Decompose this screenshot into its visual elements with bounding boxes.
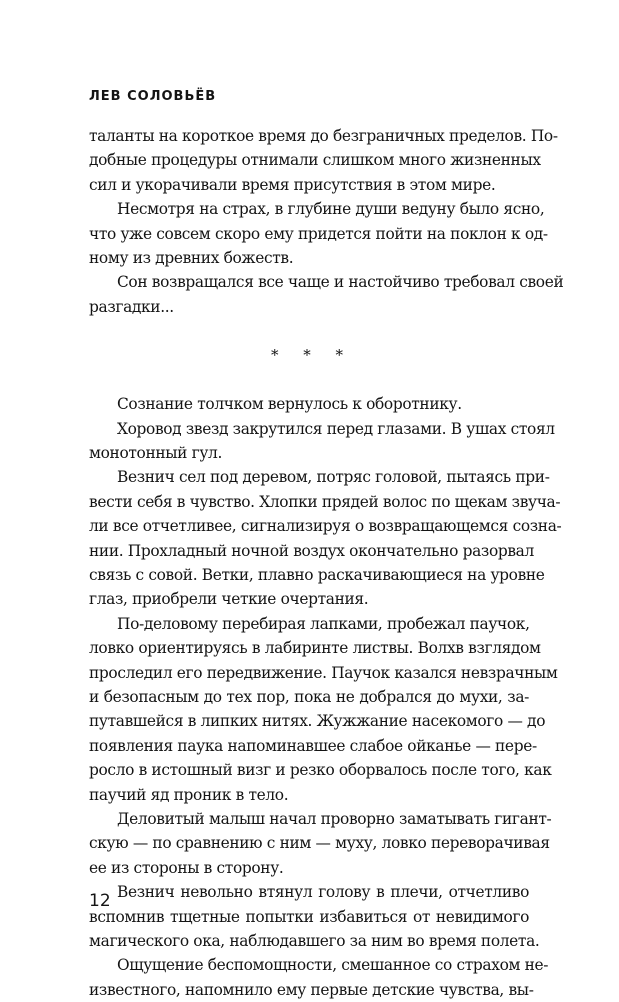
text-line: путавшейся в липких нитях. Жужжание насекомого — до xyxy=(89,712,546,731)
text-line: нии. Прохладный ночной воздух окончательно разорвал xyxy=(89,541,534,560)
running-head: ЛЕВ СОЛОВЬЁВ xyxy=(89,89,217,104)
text-line: что уже совсем скоро ему придется пойти на поклон к од- xyxy=(89,224,548,243)
text-line: Сон возвращался все чаще и настойчиво требовал своей xyxy=(117,273,564,292)
text-line: ному из древних божеств. xyxy=(89,248,294,267)
body-text xyxy=(89,124,564,1002)
text-line: скую — по сравнению с ним — муху, ловко переворачивая xyxy=(89,834,550,853)
text-line: сил и укорачивали время присутствия в этом мире. xyxy=(89,175,496,194)
text-line: ловко ориентируясь в лабиринте листвы. Волхв взглядом xyxy=(89,639,541,658)
text-line: таланты на короткое время до безграничных пределов. По- xyxy=(89,127,558,145)
page-number: 12 xyxy=(89,891,111,911)
text-line: паучий яд проник в тело. xyxy=(89,785,289,804)
text-line: монотонный гул. xyxy=(89,444,222,463)
text-line: Несмотря на страх, в глубине души ведуну было ясно, xyxy=(117,200,545,219)
text-line: Сознание толчком вернулось к оборотнику. xyxy=(117,395,462,414)
text-line: Хоровод звезд закрутился перед глазами. В ушах стоял xyxy=(117,419,555,438)
text-line: Везнич невольно втянул голову в плечи, отчетливо xyxy=(117,883,529,902)
text-line: магического ока, наблюдавшего за ним во время полета. xyxy=(89,931,540,950)
section-divider: * * * xyxy=(270,346,354,365)
text-line: Ощущение беспомощности, смешанное со страхом не- xyxy=(117,956,549,975)
text-line: вспомнив тщетные попытки избавиться от невидимого xyxy=(89,907,529,926)
text-line: вести себя в чувство. Хлопки прядей волос по щекам звуча- xyxy=(89,492,561,511)
text-line: ее из стороны в сторону. xyxy=(89,858,284,877)
text-line: росло в истошный визг и резко оборвалось после того, как xyxy=(89,761,552,780)
text-line: связь с совой. Ветки, плавно раскачивающиеся на уровне xyxy=(89,566,545,585)
text-line: добные процедуры отнимали слишком много жизненных xyxy=(89,151,541,170)
text-line: известного, напомнило ему первые детские чувства, вы- xyxy=(89,980,534,999)
text-line: появления паука напоминавшее слабое ойканье — пере- xyxy=(89,736,537,755)
text-line: разгадки... xyxy=(89,297,174,316)
text-line: По-деловому перебирая лапками, пробежал паучок, xyxy=(117,614,530,633)
text-line: Деловитый малыш начал проворно заматывать гигант- xyxy=(117,809,552,828)
text-line: проследил его передвижение. Паучок казался невзрачным xyxy=(89,663,558,682)
text-line: Везнич сел под деревом, потряс головой, пытаясь при- xyxy=(117,468,550,487)
text-line: глаз, приобрели четкие очертания. xyxy=(89,590,369,609)
text-line: ли все отчетливее, сигнализируя о возвращающемся созна- xyxy=(89,517,562,536)
text-line: и безопасным до тех пор, пока не добрался до мухи, за- xyxy=(89,688,529,706)
